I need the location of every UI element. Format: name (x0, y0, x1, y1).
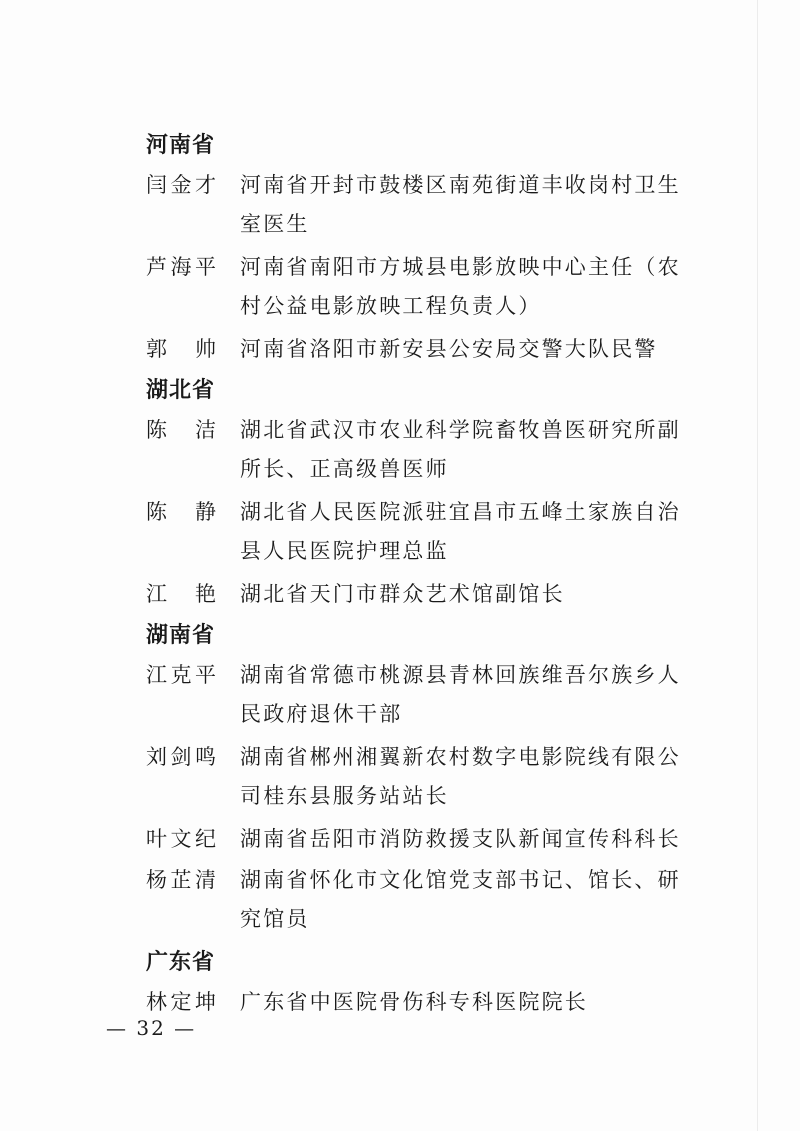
list-item (146, 820, 706, 859)
list-item (146, 575, 706, 614)
province-heading: 湖南省 (146, 623, 216, 648)
person-name: 林定坤 (146, 990, 216, 1014)
page-number: — 32 — (106, 1016, 197, 1040)
person-name: 江克平 (146, 663, 216, 687)
page-fold-line (757, 0, 758, 1131)
list-item (146, 738, 706, 816)
province-heading: 河南省 (146, 133, 216, 158)
person-description: 河南省开封市鼓楼区南苑街道丰收岗村卫生室医生 (240, 173, 681, 236)
person-name: 江 艳 (146, 582, 216, 606)
person-name: 闫金才 (146, 173, 216, 197)
person-description: 河南省洛阳市新安县公安局交警大队民警 (240, 337, 658, 361)
person-description: 湖南省郴州湘翼新农村数字电影院线有限公司桂东县服务站站长 (240, 745, 681, 808)
list-item (146, 493, 706, 571)
list-item (146, 330, 706, 369)
person-name: 郭 帅 (146, 337, 216, 361)
person-name: 陈 静 (146, 500, 216, 524)
province-heading: 湖北省 (146, 378, 216, 403)
person-name: 刘剑鸣 (146, 745, 216, 769)
list-item (146, 983, 706, 1022)
person-description: 广东省中医院骨伤科专科医院院长 (240, 990, 588, 1014)
list-item (146, 166, 706, 244)
person-description: 河南省南阳市方城县电影放映中心主任（农村公益电影放映工程负责人） (240, 255, 681, 318)
person-name: 芦海平 (146, 255, 216, 279)
person-description: 湖南省常德市桃源县青林回族维吾尔族乡人民政府退休干部 (240, 663, 681, 726)
list-item (146, 248, 706, 326)
honor-list (146, 126, 706, 1024)
person-name: 杨芷清 (146, 868, 216, 892)
list-item (146, 861, 706, 939)
list-item (146, 656, 706, 734)
person-description: 湖南省怀化市文化馆党支部书记、馆长、研究馆员 (240, 868, 681, 931)
person-description: 湖北省人民医院派驻宜昌市五峰土家族自治县人民医院护理总监 (240, 500, 681, 563)
person-description: 湖南省岳阳市消防救援支队新闻宣传科科长 (240, 827, 681, 851)
person-description: 湖北省天门市群众艺术馆副馆长 (240, 582, 565, 606)
person-description: 湖北省武汉市农业科学院畜牧兽医研究所副所长、正高级兽医师 (240, 418, 681, 481)
person-name: 陈 洁 (146, 418, 216, 442)
list-item (146, 411, 706, 489)
province-heading: 广东省 (146, 950, 216, 975)
person-name: 叶文纪 (146, 827, 216, 851)
